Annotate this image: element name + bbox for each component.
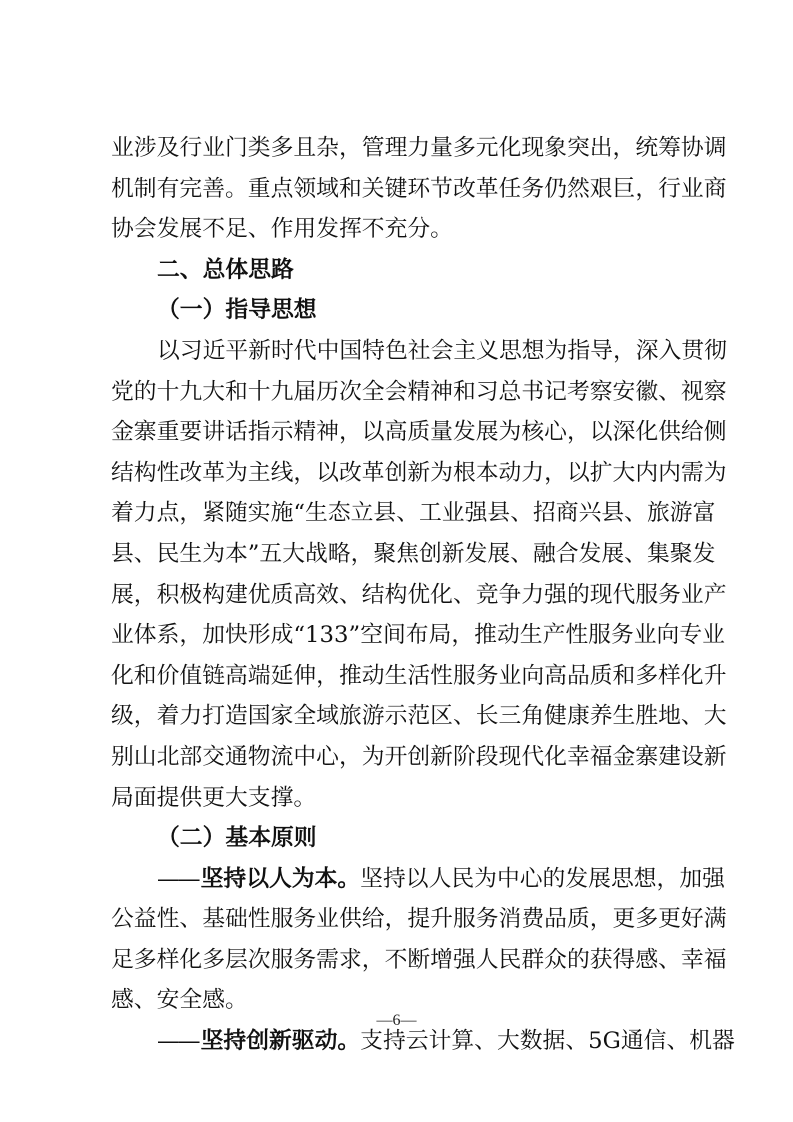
principle-line [111,859,725,900]
paragraph-line: 县、民生为本”五大战略，聚焦创新发展、融合发展、集聚发 [111,540,716,567]
em-dash: —— [157,865,199,892]
page-number: —6— [376,1012,417,1029]
paragraph-line: 感、安全感。 [111,987,248,1014]
section-heading: （二）基本原则 [157,825,317,852]
paragraph-line: 足多样化多层次服务需求，不断增强人民群众的获得感、幸福 [111,946,727,973]
paragraph-line: 协会发展不足、作用发挥不充分。 [111,216,453,243]
principle-title: 坚持以人为本。 [200,865,361,892]
paragraph-line: 党的十九大和十九届历次全会精神和习总书记考察安徽、视察 [111,378,727,405]
paragraph-line: 化和价值链高端延伸，推动生活性服务业向高品质和多样化升 [111,662,727,689]
paragraph-line: 金寨重要讲话指示精神，以高质量发展为核心，以深化供给侧 [111,419,727,446]
paragraph-line: 局面提供更大支撑。 [111,784,317,811]
paragraph-line: 公益性、基础性服务业供给，提升服务消费品质，更多更好满 [111,906,727,933]
paragraph-line: 结构性改革为主线，以改革创新为根本动力，以扩大内内需为 [111,459,727,486]
paragraph-line: 别山北部交通物流中心，为开创新阶段现代化幸福金寨建设新 [111,743,727,770]
principle-text: 坚持以人民为中心的发展思想，加强 [360,865,725,892]
paragraph-line: 级，着力打造国家全域旅游示范区、长三角健康养生胜地、大 [111,703,727,730]
paragraph-line: 业涉及行业门类多且杂，管理力量多元化现象突出，统筹协调 [111,135,727,161]
em-dash: —— [157,1028,199,1055]
paragraph-line: 机制有完善。重点领域和关键环节改革任务仍然艰巨，行业商 [111,175,727,202]
paragraph-line: 以习近平新时代中国特色社会主义思想为指导，深入贯彻 [157,337,727,364]
paragraph-line: 业体系，加快形成“133”空间布局，推动生产性服务业向专业 [111,622,725,649]
section-heading: （一）指导思想 [157,297,317,324]
paragraph-line: 展，积极构建优质高效、结构优化、竞争力强的现代服务业产 [111,581,727,608]
section-heading: 二、总体思路 [157,256,294,283]
principle-text: 支持云计算、大数据、5G通信、机器 [360,1028,735,1055]
principle-title: 坚持创新驱动。 [200,1028,361,1055]
paragraph-line: 着力点，紧随实施“生态立县、工业强县、招商兴县、旅游富 [111,500,716,527]
document-body [111,128,735,1062]
